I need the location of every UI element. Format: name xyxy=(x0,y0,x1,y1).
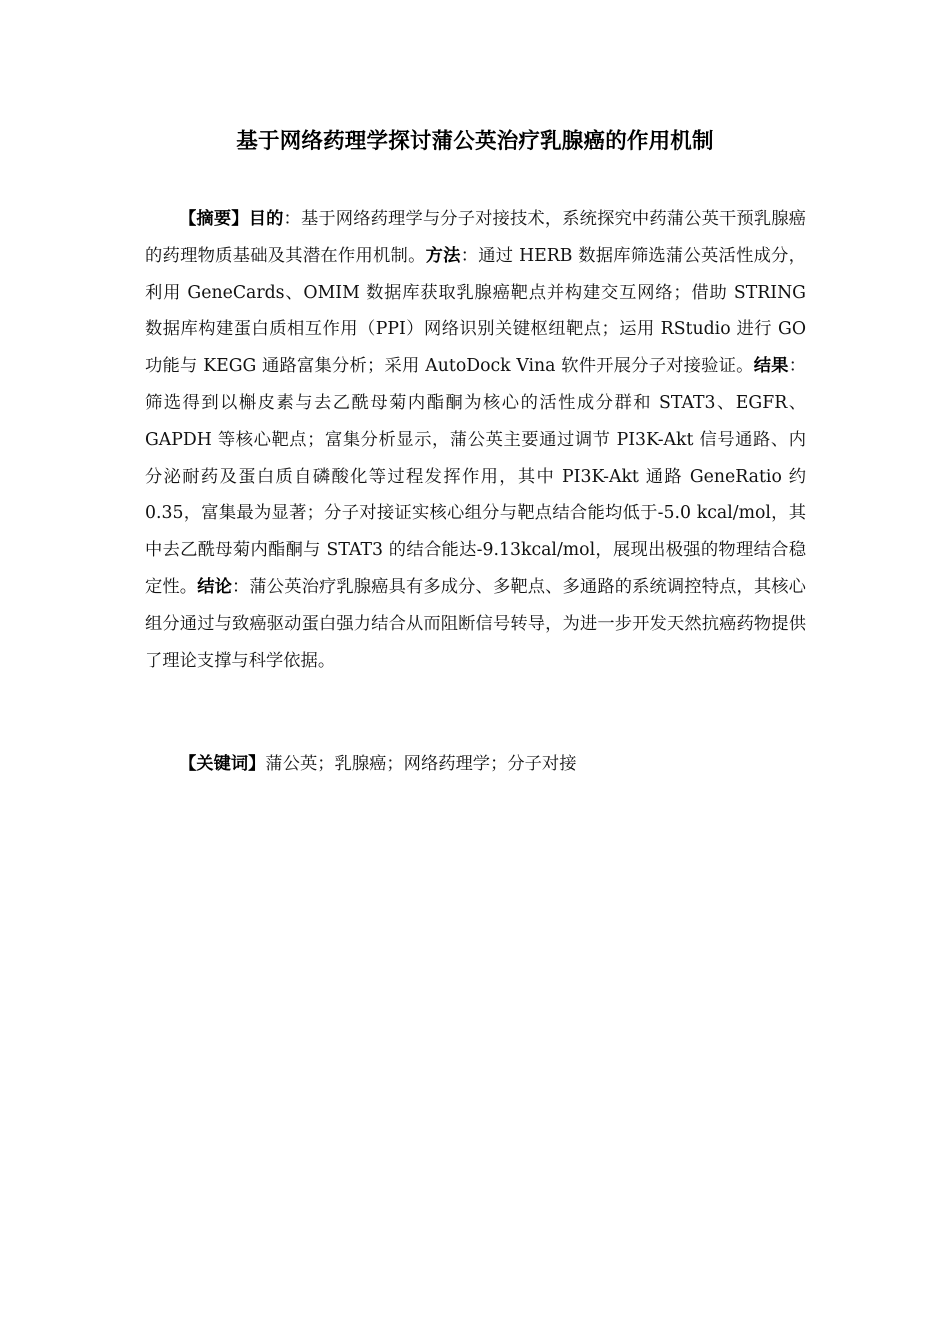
conclusion-text: 蒲公英治疗乳腺癌具有多成分、多靶点、多通路的系统调控特点，其核心组分通过与致癌驱动蛋白强力结合从而阻断信号转导，为进一步开发天然抗癌药物提供了理论支撑与科学依据。 xyxy=(145,576,806,671)
methods-colon: ： xyxy=(460,245,479,266)
methods-text: 通过 HERB 数据库筛选蒲公英活性成分，利用 GeneCards、OMIM 数据库获取乳腺癌靶点并构建交互网络；借助 STRING 数据库构建蛋白质相互作用（PPI）网络识别关键枢纽靶点；运用 RStudio 进行 GO 功能与 KEGG 通路富集分析；采用 AutoDock Vina 软件开展分子对接验证。 xyxy=(145,245,806,377)
results-colon: ： xyxy=(788,356,806,377)
objective-text: 基于网络药理学与分子对接技术，系统探究中药蒲公英干预乳腺癌的药理物质基础及其潜在作用机制。 xyxy=(145,209,806,266)
abstract-label: 【摘要】 xyxy=(179,209,249,229)
conclusion-colon: ： xyxy=(232,576,250,597)
keywords-paragraph xyxy=(145,746,806,783)
paper-title: 基于网络药理学探讨蒲公英治疗乳腺癌的作用机制 xyxy=(236,129,714,154)
keywords-label: 【关键词】 xyxy=(179,754,266,774)
objective-colon: ： xyxy=(283,209,301,229)
results-text: 筛选得到以槲皮素与去乙酰母菊内酯酮为核心的活性成分群和 STAT3、EGFR、GAPDH 等核心靶点；富集分析显示，蒲公英主要通过调节 PI3K-Akt 信号通路、内分泌耐药及蛋白质自磷酸化等过程发挥作用，其中 PI3K-Akt 通路 GeneRatio 约 0.35，富集最为显著；分子对接证实核心组分与靶点结合能均低于-5.0 kcal/mol，其中去乙酰母菊内酯酮与 STAT3 的结合能达-9.13kcal/mol，展现出极强的物理结合稳定性。 xyxy=(145,392,806,597)
methods-label: 方法 xyxy=(425,245,461,266)
abstract-paragraph xyxy=(145,201,806,679)
keywords-text: 蒲公英；乳腺癌；网络药理学；分子对接 xyxy=(265,754,577,774)
objective-label: 目的 xyxy=(248,209,284,229)
results-label: 结果 xyxy=(753,356,789,377)
conclusion-label: 结论 xyxy=(197,576,232,597)
